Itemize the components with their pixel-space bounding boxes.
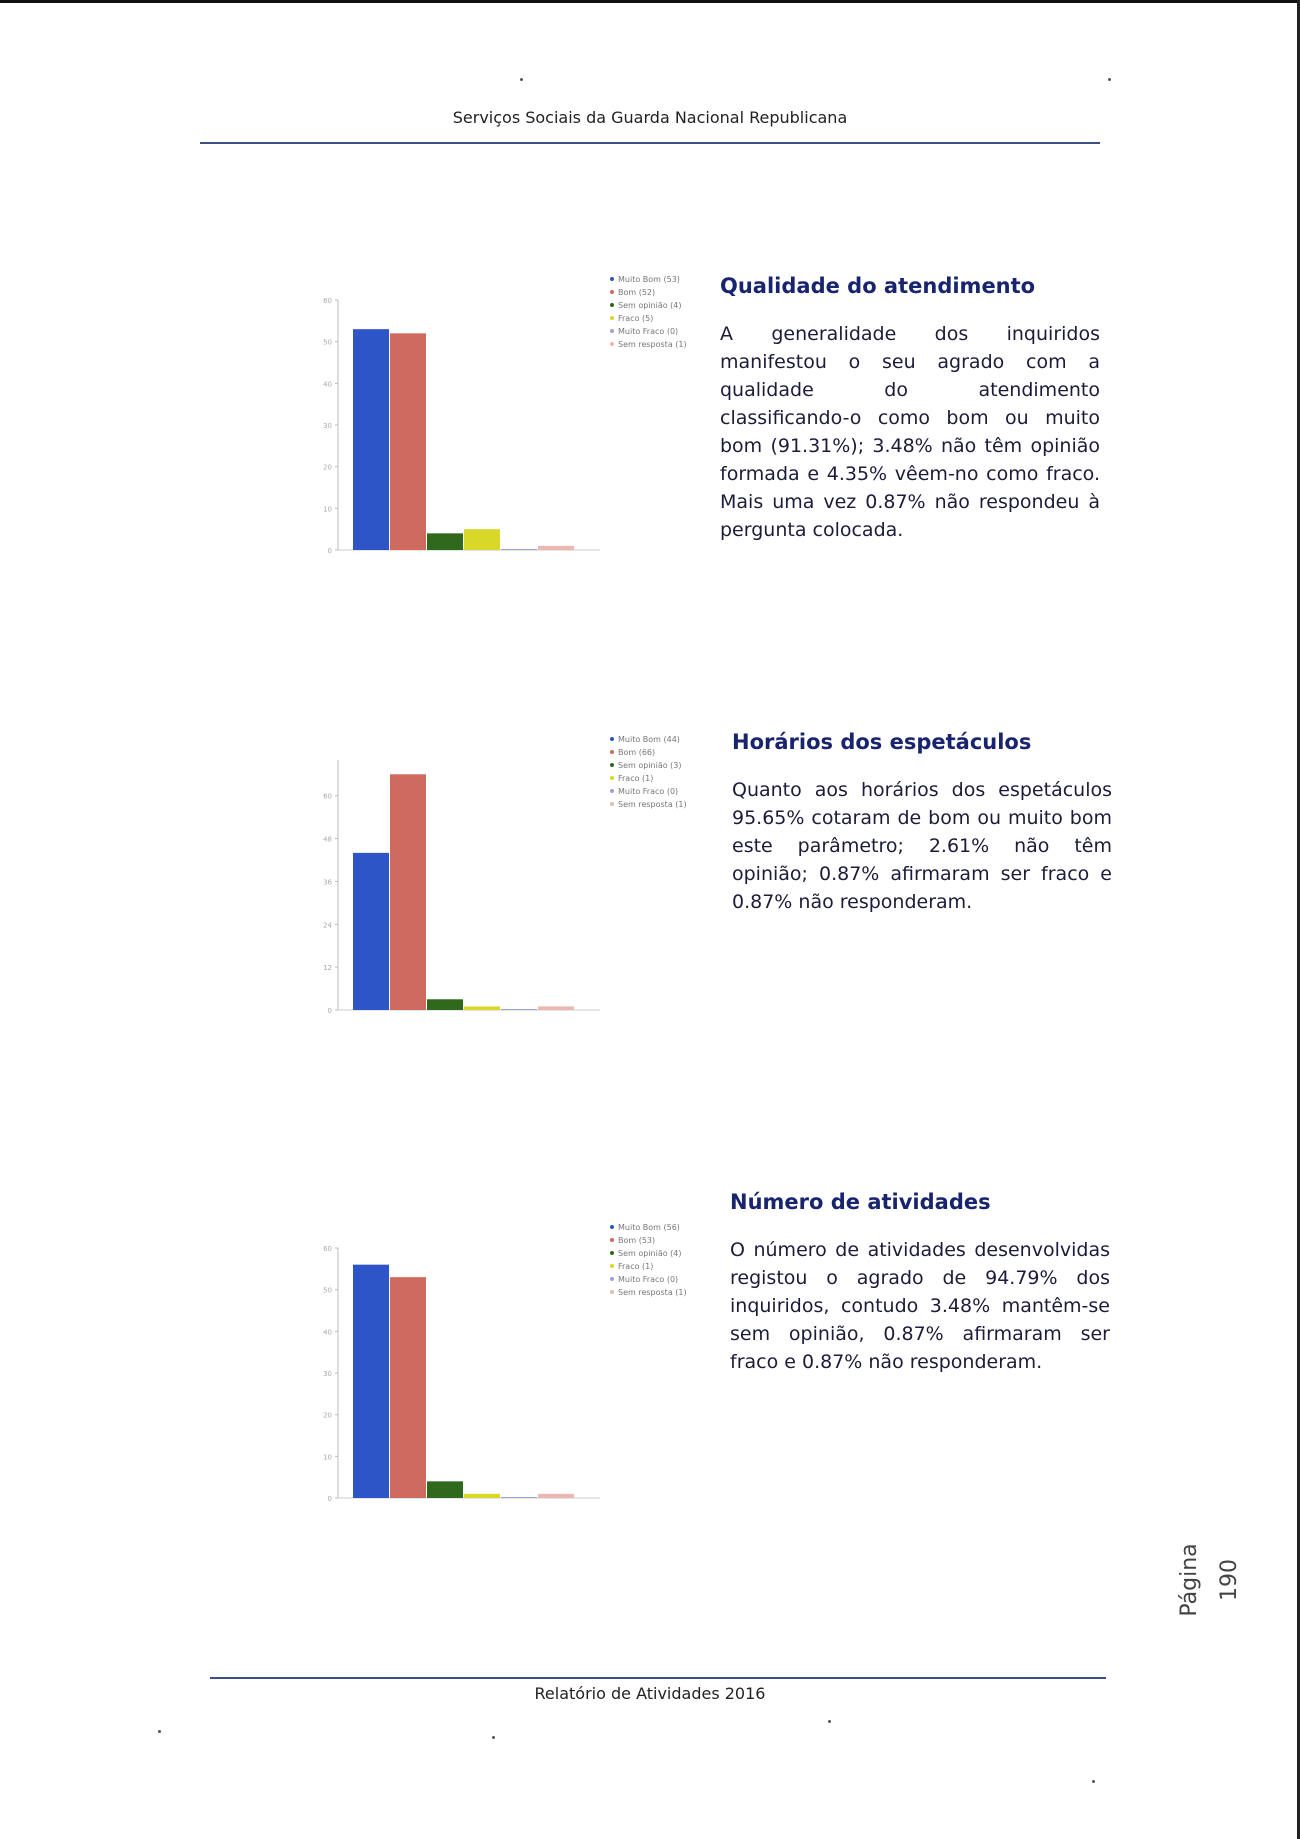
y-tick-label: 0 [327,547,332,555]
legend-label: Bom (53) [618,1236,656,1245]
legend-label: Fraco (1) [618,1262,654,1271]
legend-label: Sem opinião (4) [618,301,682,310]
section-horarios [732,730,1112,916]
y-tick-label: 30 [323,422,332,430]
legend-label: Bom (52) [618,288,656,297]
legend-marker [610,750,614,754]
bar-sem-resposta [538,1494,574,1498]
chart-0-svg [300,270,700,570]
scan-speck [492,1736,495,1739]
legend-label: Sem opinião (4) [618,1249,682,1258]
y-tick-label: 60 [323,792,332,801]
legend-label: Muito Fraco (0) [618,787,679,796]
legend-marker [610,737,614,741]
chart-horarios-espetaculos [300,730,700,1050]
legend-marker [610,1277,614,1281]
bar-muito-bom [353,853,389,1010]
scan-speck [828,1720,831,1723]
bar-sem-opiniao [427,1481,463,1498]
section-title: Horários dos espetáculos [732,730,1032,754]
legend-label: Muito Bom (56) [618,1223,680,1232]
bar-muito-fraco [501,549,537,550]
y-tick-label: 36 [323,878,332,887]
bar-muito-fraco [501,1009,537,1010]
y-tick-label: 60 [323,297,332,305]
y-tick-label: 60 [323,1245,332,1253]
y-tick-label: 10 [323,1453,332,1462]
chart-2-svg [300,1218,700,1518]
section-title: Qualidade do atendimento [720,274,1036,298]
scan-speck [1108,78,1111,81]
chart-numero-atividades [300,1218,700,1538]
page-number: Página 190 [1177,1543,1242,1617]
bar-bom [390,333,426,550]
legend-marker [610,1290,614,1294]
section-text: A generalidade dos inquiridos manifestou o seu agrado com a qualidade do atendimento classificando-o como bom ou muito bom (91.31%); 3.48% não têm opinião formada e 4.35% vêem-no como fraco. Mais uma vez 0.87% não respondeu à pergunta colocada. [720,323,1100,541]
section-qualidade [720,274,1100,544]
legend-marker [610,763,614,767]
legend-marker [610,1264,614,1268]
legend-label: Muito Bom (53) [618,275,680,284]
y-tick-label: 40 [323,1328,332,1337]
y-tick-label: 0 [327,1495,332,1503]
legend-marker [610,316,614,320]
chart-qualidade-atendimento [300,270,700,590]
scan-speck [520,78,523,81]
legend-label: Sem resposta (1) [618,1288,687,1297]
section-text: Quanto aos horários dos espetáculos 95.65% cotaram de bom ou muito bom este parâmetro; 2.61% não têm opinião; 0.87% afirmaram ser fraco e 0.87% não responderam. [732,779,1112,913]
legend-label: Fraco (1) [618,774,654,783]
legend-marker [610,342,614,346]
y-tick-label: 20 [323,463,332,472]
legend-label: Sem resposta (1) [618,800,687,809]
legend-marker [610,1238,614,1242]
section-title: Número de atividades [730,1190,991,1214]
bar-sem-resposta [538,1006,574,1010]
legend-label: Muito Fraco (0) [618,1275,679,1284]
y-tick-label: 12 [323,964,332,973]
bar-muito-bom [353,329,389,550]
legend-label: Sem opinião (3) [618,761,682,770]
legend-marker [610,802,614,806]
legend-label: Bom (66) [618,748,656,757]
legend-marker [610,329,614,333]
legend-marker [610,303,614,307]
legend-label: Muito Bom (44) [618,735,680,744]
bar-fraco [464,1006,500,1010]
y-tick-label: 50 [323,1286,332,1295]
legend-marker [610,1251,614,1255]
bar-muito-bom [353,1265,389,1498]
bar-fraco [464,1494,500,1498]
bar-bom [390,774,426,1010]
scan-speck [1092,1780,1095,1783]
scan-speck [158,1730,161,1733]
y-tick-label: 48 [323,835,332,844]
page-footer: Relatório de Atividades 2016 [534,1684,766,1703]
y-tick-label: 0 [327,1007,332,1015]
chart-1-svg [300,730,700,1030]
legend-marker [610,290,614,294]
y-tick-label: 20 [323,1411,332,1420]
page-header: Serviços Sociais da Guarda Nacional Republicana [452,108,848,127]
scan-edge-top [0,0,1300,3]
footer-rule [210,1677,1106,1679]
y-tick-label: 24 [323,921,332,930]
legend-marker [610,1225,614,1229]
legend-label: Sem resposta (1) [618,340,687,349]
bar-sem-opiniao [427,533,463,550]
bar-sem-opiniao [427,999,463,1010]
y-tick-label: 30 [323,1370,332,1378]
legend-marker [610,277,614,281]
bar-fraco [464,529,500,550]
bar-bom [390,1277,426,1498]
legend-marker [610,789,614,793]
header-rule [200,142,1100,144]
bar-sem-resposta [538,546,574,550]
y-tick-label: 40 [323,380,332,389]
y-tick-label: 10 [323,505,332,514]
section-text: O número de atividades desenvolvidas registou o agrado de 94.79% dos inquiridos, contudo 3.48% mantêm-se sem opinião, 0.87% afirmaram ser fraco e 0.87% não responderam. [730,1239,1110,1373]
legend-label: Muito Fraco (0) [618,327,679,336]
legend-label: Fraco (5) [618,314,654,323]
section-atividades [730,1190,1110,1376]
bar-muito-fraco [501,1497,537,1498]
y-tick-label: 50 [323,338,332,347]
legend-marker [610,776,614,780]
